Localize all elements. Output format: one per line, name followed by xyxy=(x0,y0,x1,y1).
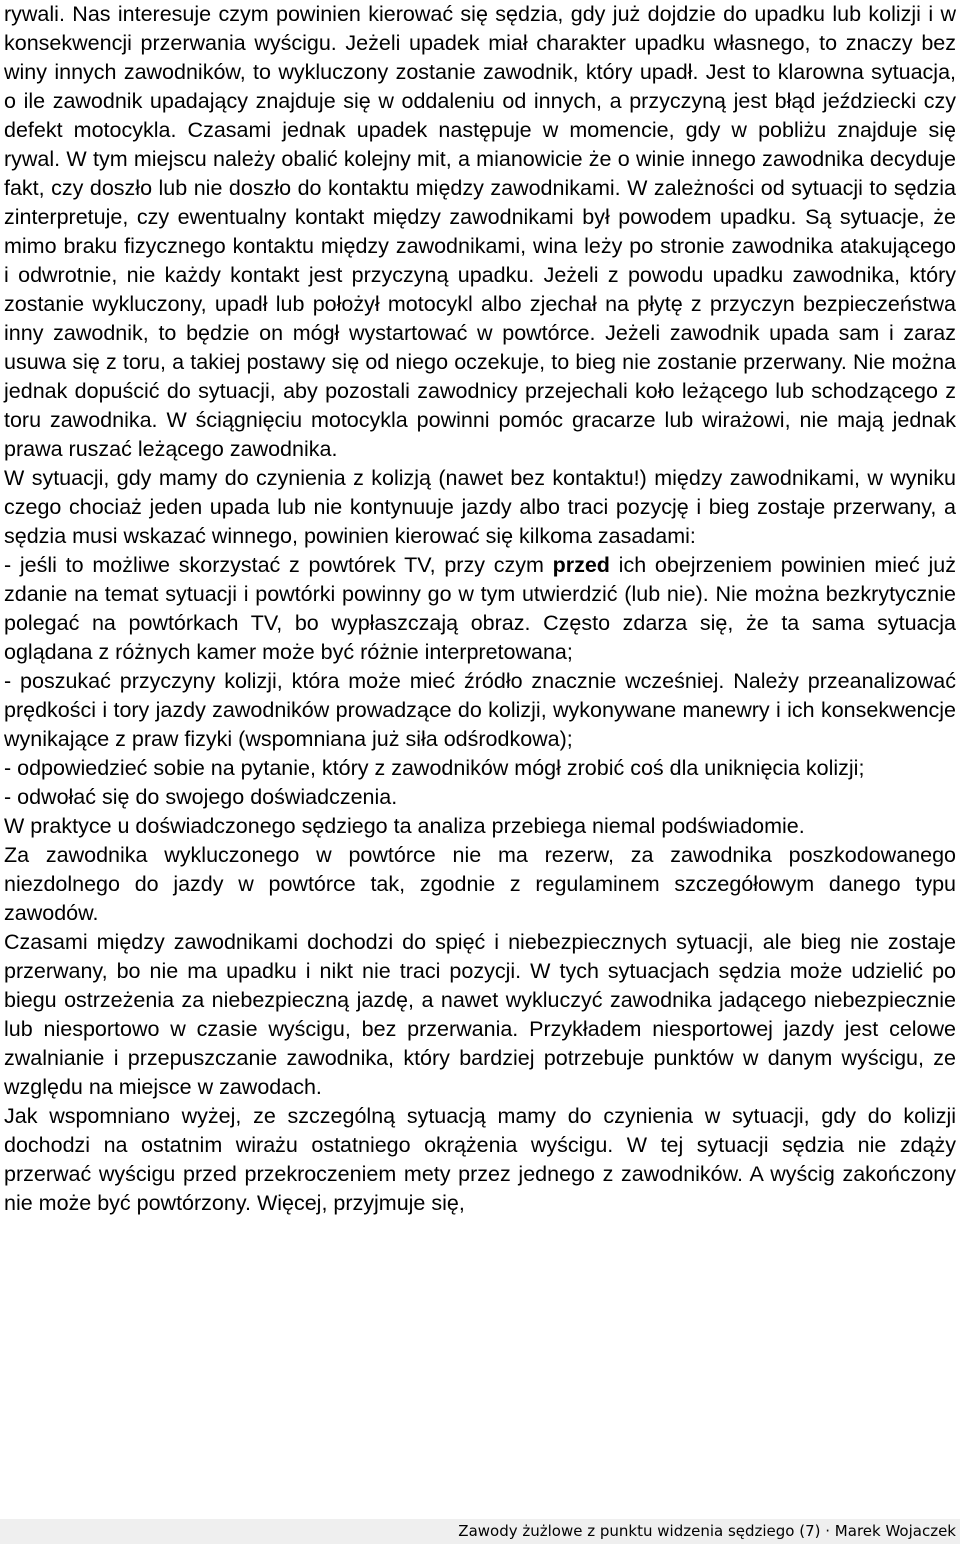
paragraph-text: Za zawodnika wykluczonego w powtórce nie ma rezerw, za zawodnika poszkodowanego niezdolnego do jazdy w powtórce tak, zgodnie z regulaminem szczegółowym danego typu zawodów. xyxy=(4,843,956,925)
paragraph-3 xyxy=(4,551,956,667)
paragraph-10 xyxy=(4,1102,956,1218)
paragraph-text: W praktyce u doświadczonego sędziego ta analiza przebiega niemal podświadomie. xyxy=(4,814,805,838)
bold-emphasis: przed xyxy=(552,553,610,577)
document-body xyxy=(4,0,956,1218)
paragraph-8 xyxy=(4,841,956,928)
paragraph-text: ich obejrzeniem powinien mieć już zdanie na temat sytuacji i powtórki powinny go w tym utwierdzić (lub nie). Nie można bezkrytycznie polegać na powtórkach TV, bo wypłaszczają obraz. Często zdarza się, że ta sama sytuacja oglądana z różnych kamer może być różnie interpretowana; xyxy=(4,553,956,664)
paragraph-text: - jeśli to możliwe skorzystać z powtórek TV, przy czym xyxy=(4,553,553,577)
footer-text: Zawody żużlowe z punktu widzenia sędziego (7) · Marek Wojaczek xyxy=(458,1522,956,1540)
paragraph-text: - poszukać przyczyny kolizji, która może mieć źródło znacznie wcześniej. Należy przeanalizować prędkości i tory jazdy zawodników prowadzące do kolizji, wykonywane manewry i ich konsekwencje wynikające z praw fizyki (wspomniana już siła odśrodkowa); xyxy=(4,669,956,751)
page-footer xyxy=(0,1519,960,1544)
paragraph-9 xyxy=(4,928,956,1102)
paragraph-7 xyxy=(4,812,956,841)
paragraph-text: Jak wspomniano wyżej, ze szczególną sytuacją mamy do czynienia w sytuacji, gdy do kolizji dochodzi na ostatnim wirażu ostatniego okrążenia wyścigu. W tej sytuacji sędzia nie zdąży przerwać wyścigu przed przekroczeniem mety przez jednego z zawodników. A wyścig zakończony nie może być powtórzony. Więcej, przyjmuje się, xyxy=(4,1104,956,1215)
paragraph-text: Czasami między zawodnikami dochodzi do spięć i niebezpiecznych sytuacji, ale bieg nie zostaje przerwany, bo nie ma upadku i nikt nie traci pozycji. W tych sytuacjach sędzia może udzielić po biegu ostrzeżenia za niebezpieczną jazdę, a nawet wykluczyć zawodnika jadącego niebezpiecznie lub niesportowo w czasie wyścigu, bez przerwania. Przykładem niesportowej jazdy jest celowe zwalnianie i przepuszczanie zawodnika, który bardziej potrzebuje punktów w danym wyścigu, ze względu na miejsce w zawodach. xyxy=(4,930,956,1099)
paragraph-6 xyxy=(4,783,956,812)
paragraph-4 xyxy=(4,667,956,754)
paragraph-text: - odpowiedzieć sobie na pytanie, który z zawodników mógł zrobić coś dla uniknięcia kolizji; xyxy=(4,756,865,780)
paragraph-text: rywali. Nas interesuje czym powinien kierować się sędzia, gdy już dojdzie do upadku lub kolizji i w konsekwencji przerwania wyścigu. Jeżeli upadek miał charakter upadku własnego, to znaczy bez winy innych zawodników, to wykluczony zostanie zawodnik, który upadł. Jest to klarowna sytuacja, o ile zawodnik upadający znajduje się w oddaleniu od innych, a przyczyną jest błąd jeździecki czy defekt motocykla. Czasami jednak upadek następuje w momencie, gdy w pobliżu znajduje się rywal. W tym miejscu należy obalić kolejny mit, a mianowicie że o winie innego zawodnika decyduje fakt, czy doszło lub nie doszło do kontaktu między zawodnikami. W zależności od sytuacji to sędzia zinterpretuje, czy ewentualny kontakt między zawodnikami był powodem upadku. Są sytuacje, że mimo braku fizycznego kontaktu między zawodnikami, wina leży po stronie zawodnika atakującego i odwrotnie, nie każdy kontakt jest przyczyną upadku. Jeżeli z powodu upadku zawodnika, który zostanie wykluczony, upadł lub położył motocykl albo zjechał na płytę z przyczyn bezpieczeństwa inny zawodnik, to będzie on mógł wystartować w powtórce. Jeżeli zawodnik upada sam i zaraz usuwa się z toru, a takiej postawy się od niego oczekuje, to bieg nie zostanie przerwany. Nie można jednak dopuścić do sytuacji, aby pozostali zawodnicy przejechali koło leżącego lub schodzącego z toru zawodnika. W ściągnięciu motocykla powinni pomóc gracarze lub wirażowi, nie mają jednak prawa ruszać leżącego zawodnika. xyxy=(4,2,956,461)
paragraph-1 xyxy=(4,0,956,464)
paragraph-2 xyxy=(4,464,956,551)
paragraph-text: W sytuacji, gdy mamy do czynienia z kolizją (nawet bez kontaktu!) między zawodnikami, w wyniku czego chociaż jeden upada lub nie kontynuuje jazdy albo traci pozycję i bieg zostaje przerwany, a sędzia musi wskazać winnego, powinien kierować się kilkoma zasadami: xyxy=(4,466,956,548)
paragraph-text: - odwołać się do swojego doświadczenia. xyxy=(4,785,398,809)
paragraph-5 xyxy=(4,754,956,783)
